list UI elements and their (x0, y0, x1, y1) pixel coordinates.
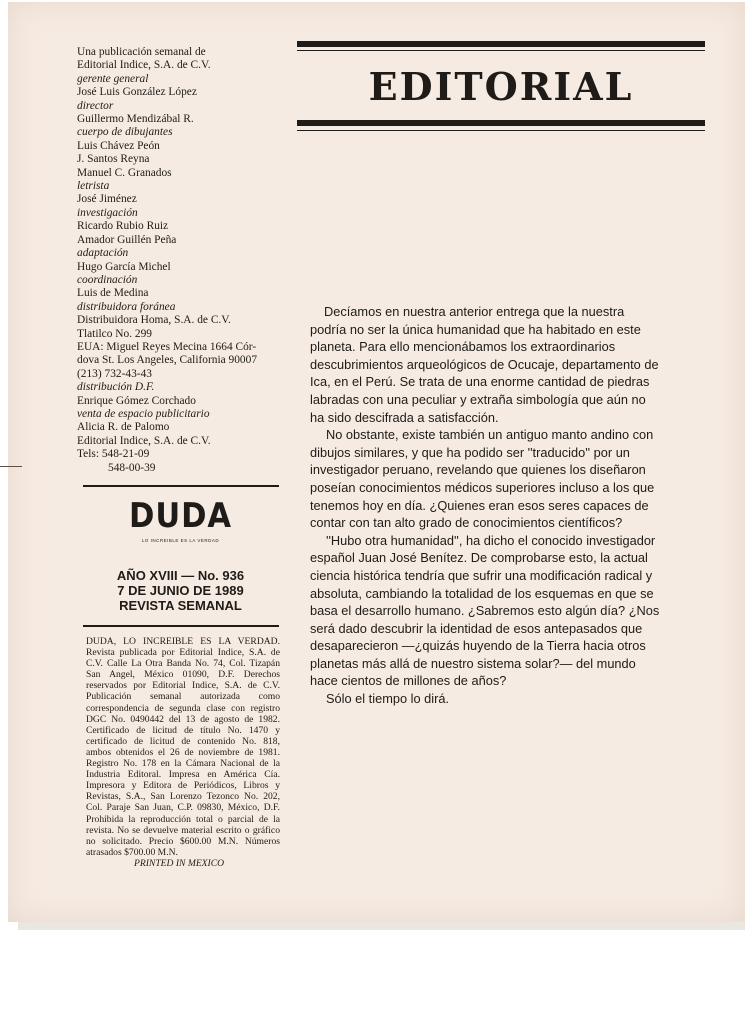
credit-name: Luis de Medina (77, 287, 149, 300)
credit-role: coordinación (77, 273, 138, 286)
issue-type: REVISTA SEMANAL (119, 598, 242, 613)
credit-name: 548-00-39 (108, 461, 156, 474)
credit-name: José Luis González López (77, 86, 197, 99)
printed-in-label: PRINTED IN MEXICO (134, 857, 225, 869)
credit-role: director (77, 99, 114, 112)
credit-name: Tels: 548-21-09 (77, 448, 150, 461)
credit-role: distribuidora foránea (77, 300, 176, 313)
credit-role: investigación (77, 206, 138, 219)
credit-name: Luis Chávez Peón (77, 139, 160, 152)
credit-name: J. Santos Reyna (77, 153, 150, 166)
credit-name: Ricardo Rubio Ruiz (77, 220, 169, 233)
editorial-paragraph: Sólo el tiempo lo dirá. (326, 691, 450, 707)
page-edge-mark (0, 466, 22, 467)
legal-text: DUDA, LO INCREIBLE ES LA VERDAD. Revista publicada por Editorial Indice, S.A. de C.V. Calle La Otra Banda No. 74, Col. Tizapán San Angel, México 01090, D.F. Derechos reservados por Editorial Indice, S.A. de C.V. Publicación semanal autorizada como correspondencia de segunda clase con registro DGC No. 0490442 del 13 de agosto de 1982. Certificado de licitud de título No. 1470 y certificado de licitud de contenido No. 818, ambos obtenidos el 26 de noviembre de 1981. Registro No. 178 en la Cámara Nacional de la Industria Editoral. Impresa en América Cía. Impresora y Editora de Periódicos, Libros y Revistas, S.A., San Lorenzo Tezonco No. 202, Col. Paraje San Juan, C.P. 09830, México, D.F. Prohibida la reproducción total o parcial de la revista. No se devuelve material escrito o gráfico no solicitado. Precio $600.00 M.N. Números atrasados $700.00 M.N. (86, 636, 280, 858)
credit-name: dova St. Los Angeles, California 90007 (77, 354, 258, 367)
page-title: EDITORIAL (368, 64, 634, 109)
credit-role: letrista (77, 180, 110, 193)
issue-info (83, 568, 278, 613)
masthead-bottom-rule (83, 625, 279, 627)
issue-number: AÑO XVIII — No. 936 (116, 568, 245, 583)
credit-name: Editorial Indice, S.A. de C.V. (77, 434, 211, 447)
credit-name: Una publicación semanal de (77, 46, 206, 58)
header-bar-bottom-thin (297, 130, 705, 131)
credit-name: Guillermo Mendizábal R. (77, 113, 194, 126)
credit-role: cuerpo de dibujantes (77, 126, 173, 139)
page-bottom-edge (18, 922, 745, 930)
credit-name: Alicia R. de Palomo (77, 421, 170, 434)
credit-name: Amador Guillén Peña (77, 233, 177, 246)
credit-name: Manuel C. Granados (77, 166, 172, 179)
credit-name: Tlatilco No. 299 (77, 327, 152, 340)
duda-logo: DUDA (129, 496, 232, 536)
credit-name: Distribuidora Homa, S.A. de C.V. (77, 314, 231, 327)
editorial-body (310, 303, 662, 708)
credit-name: Enrique Gómez Corchado (77, 394, 196, 407)
credit-name: (213) 732-43-43 (77, 367, 152, 380)
issue-date: 7 DE JUNIO DE 1989 (117, 583, 244, 598)
credit-name: Editorial Indice, S.A. de C.V. (77, 59, 211, 72)
editorial-paragraph: Decíamos en nuestra anterior entrega que la nuestra podría no ser la única humanidad que ha habitado en este planeta. Para ello mencionábamos los extraordinarios descubrimientos arqueológicos de Ocucaje, departamento de Ica, en el Perú. Se trata de una enorme cantidad de piedras labradas con una peculiar y extraña simbología que aún no ha sido descifrada a satisfacción. (310, 304, 659, 425)
credit-role: venta de espacio publicitario (77, 407, 210, 420)
editorial-paragraph: ''Hubo otra humanidad'', ha dicho el conocido investigador español Juan José Benítez. De comprobarse esto, la actual ciencia histórica tendría que sufrir una modificación radical y absoluta, cambiando la totalidad de los esquemas en que se basa el desarrollo humano. ¿Sabremos esto algún día? ¿Nos será dado descubrir la identidad de esos antepasados que desaparecieron —¿quizás huyendo de la Tierra hacia otros planetas más allá de nuestro sistema solar?— del mundo hace cientos de millones de años? (310, 532, 660, 689)
credit-name: Hugo García Michel (77, 260, 171, 273)
credit-role: gerente general (77, 72, 149, 85)
header-bar-top (297, 41, 705, 47)
header-bar-top-thin (297, 50, 705, 51)
logo-tagline: LO INCREIBLE ES LA VERDAD (141, 538, 220, 543)
credit-role: adaptación (77, 247, 129, 260)
masthead-top-rule (83, 485, 279, 487)
staff-credits (77, 46, 292, 475)
credit-name: EUA: Miguel Reyes Mecina 1664 Cór- (77, 340, 257, 353)
header-bar-bottom (297, 120, 705, 126)
credit-role: distribución D.F. (77, 381, 155, 394)
legal-notice (86, 636, 280, 869)
credit-name: José Jiménez (77, 193, 137, 206)
editorial-paragraph: No obstante, existe también un antiguo manto andino con dibujos similares, y que ha podido ser ''traducido'' por un investigador peruano, revelando que quienes los diseñaron poseían conocimientos médicos superiores incluso a los que tenemos hoy en día. ¿Quienes eran esos seres capaces de contar con tan alto grado de conocimientos científicos? (310, 427, 655, 531)
